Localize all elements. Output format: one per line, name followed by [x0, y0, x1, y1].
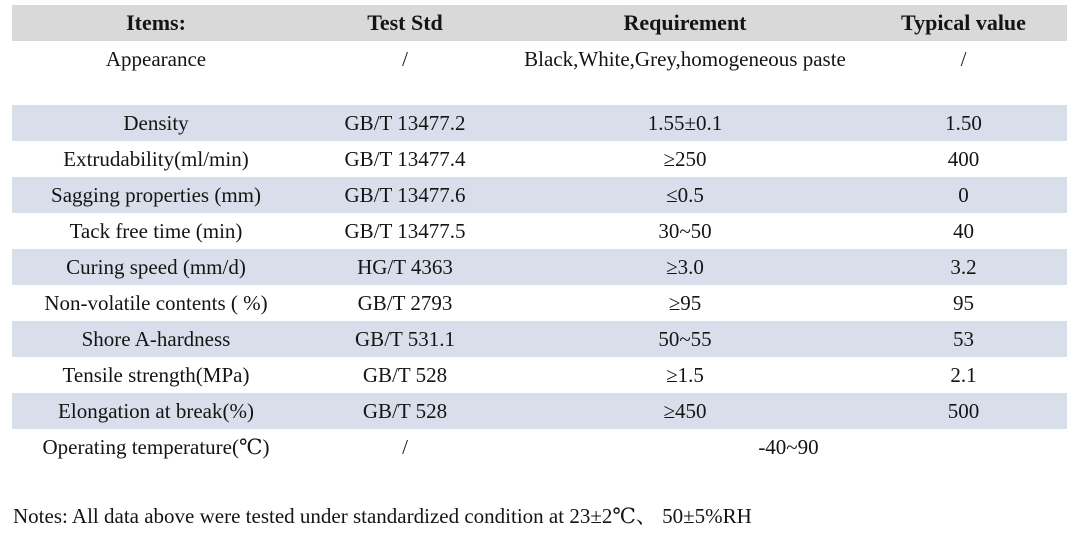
cell-test-std: GB/T 13477.6 — [344, 182, 466, 207]
cell-typical-value: 2.1 — [950, 362, 977, 387]
cell-test-std: HG/T 4363 — [357, 254, 453, 279]
cell-requirement: ≥1.5 — [666, 362, 704, 387]
cell-requirement: 30~50 — [658, 218, 712, 243]
cell-requirement: ≤0.5 — [666, 182, 704, 207]
table-row — [12, 213, 1067, 249]
table-row — [12, 141, 1067, 177]
cell-item: Shore A-hardness — [81, 326, 231, 351]
cell-item: Extrudability(ml/min) — [63, 146, 249, 171]
cell-typical-value: 400 — [947, 146, 980, 171]
cell-typical-value: 3.2 — [950, 254, 977, 279]
cell-requirement: Black,White,Grey,homogeneous paste — [524, 47, 846, 71]
cell-item: Tack free time (min) — [69, 218, 243, 243]
cell-item: Tensile strength(MPa) — [62, 362, 250, 387]
cell-typical-value: 0 — [958, 182, 969, 207]
notes-text: Notes: All data above were tested under standardized condition at 23±2℃、 50±5%RH — [13, 504, 752, 528]
cell-typical-value: 95 — [953, 290, 974, 315]
cell-typical-value: 40 — [953, 218, 974, 243]
column-header-requirement: Requirement — [623, 10, 747, 36]
table-row — [12, 429, 1067, 465]
column-header-items: Items: — [126, 10, 186, 36]
cell-requirement: 1.55±0.1 — [647, 110, 723, 135]
cell-test-std: GB/T 13477.5 — [344, 218, 466, 243]
table-row — [12, 321, 1067, 357]
cell-requirement: ≥250 — [663, 146, 707, 171]
header-row — [12, 5, 1067, 41]
cell-test-std: / — [402, 434, 408, 459]
cell-item: Curing speed (mm/d) — [66, 254, 246, 279]
table-row — [12, 105, 1067, 141]
cell-requirement: ≥450 — [663, 398, 707, 423]
cell-test-std: / — [402, 47, 408, 71]
cell-typical-value: 53 — [953, 326, 974, 351]
table-row — [12, 249, 1067, 285]
cell-requirement: 50~55 — [658, 326, 712, 351]
table-row — [12, 177, 1067, 213]
cell-test-std: GB/T 2793 — [357, 290, 453, 315]
cell-test-std: GB/T 13477.4 — [344, 146, 466, 171]
cell-test-std: GB/T 528 — [362, 362, 448, 387]
column-header-typical-value: Typical value — [901, 10, 1026, 36]
table-row — [12, 285, 1067, 321]
table-row — [12, 41, 1067, 105]
cell-test-std: GB/T 13477.2 — [344, 110, 466, 135]
cell-typical-value: 500 — [947, 398, 980, 423]
cell-requirement: -40~90 — [758, 434, 819, 459]
cell-item: Operating temperature(℃) — [42, 434, 270, 459]
cell-requirement: ≥95 — [668, 290, 702, 315]
table-row — [12, 357, 1067, 393]
cell-item: Appearance — [105, 47, 207, 71]
table-row — [12, 393, 1067, 429]
cell-requirement: ≥3.0 — [666, 254, 704, 279]
column-header-test-std: Test Std — [367, 10, 443, 36]
cell-item: Elongation at break(%) — [58, 398, 254, 423]
cell-item: Sagging properties (mm) — [51, 182, 261, 207]
cell-typical-value: / — [960, 47, 967, 71]
spec-table — [12, 5, 1067, 465]
cell-typical-value: 1.50 — [945, 110, 982, 135]
cell-item: Density — [123, 110, 189, 135]
cell-test-std: GB/T 531.1 — [355, 326, 455, 351]
cell-test-std: GB/T 528 — [362, 398, 448, 423]
cell-item: Non-volatile contents ( %) — [44, 290, 268, 315]
